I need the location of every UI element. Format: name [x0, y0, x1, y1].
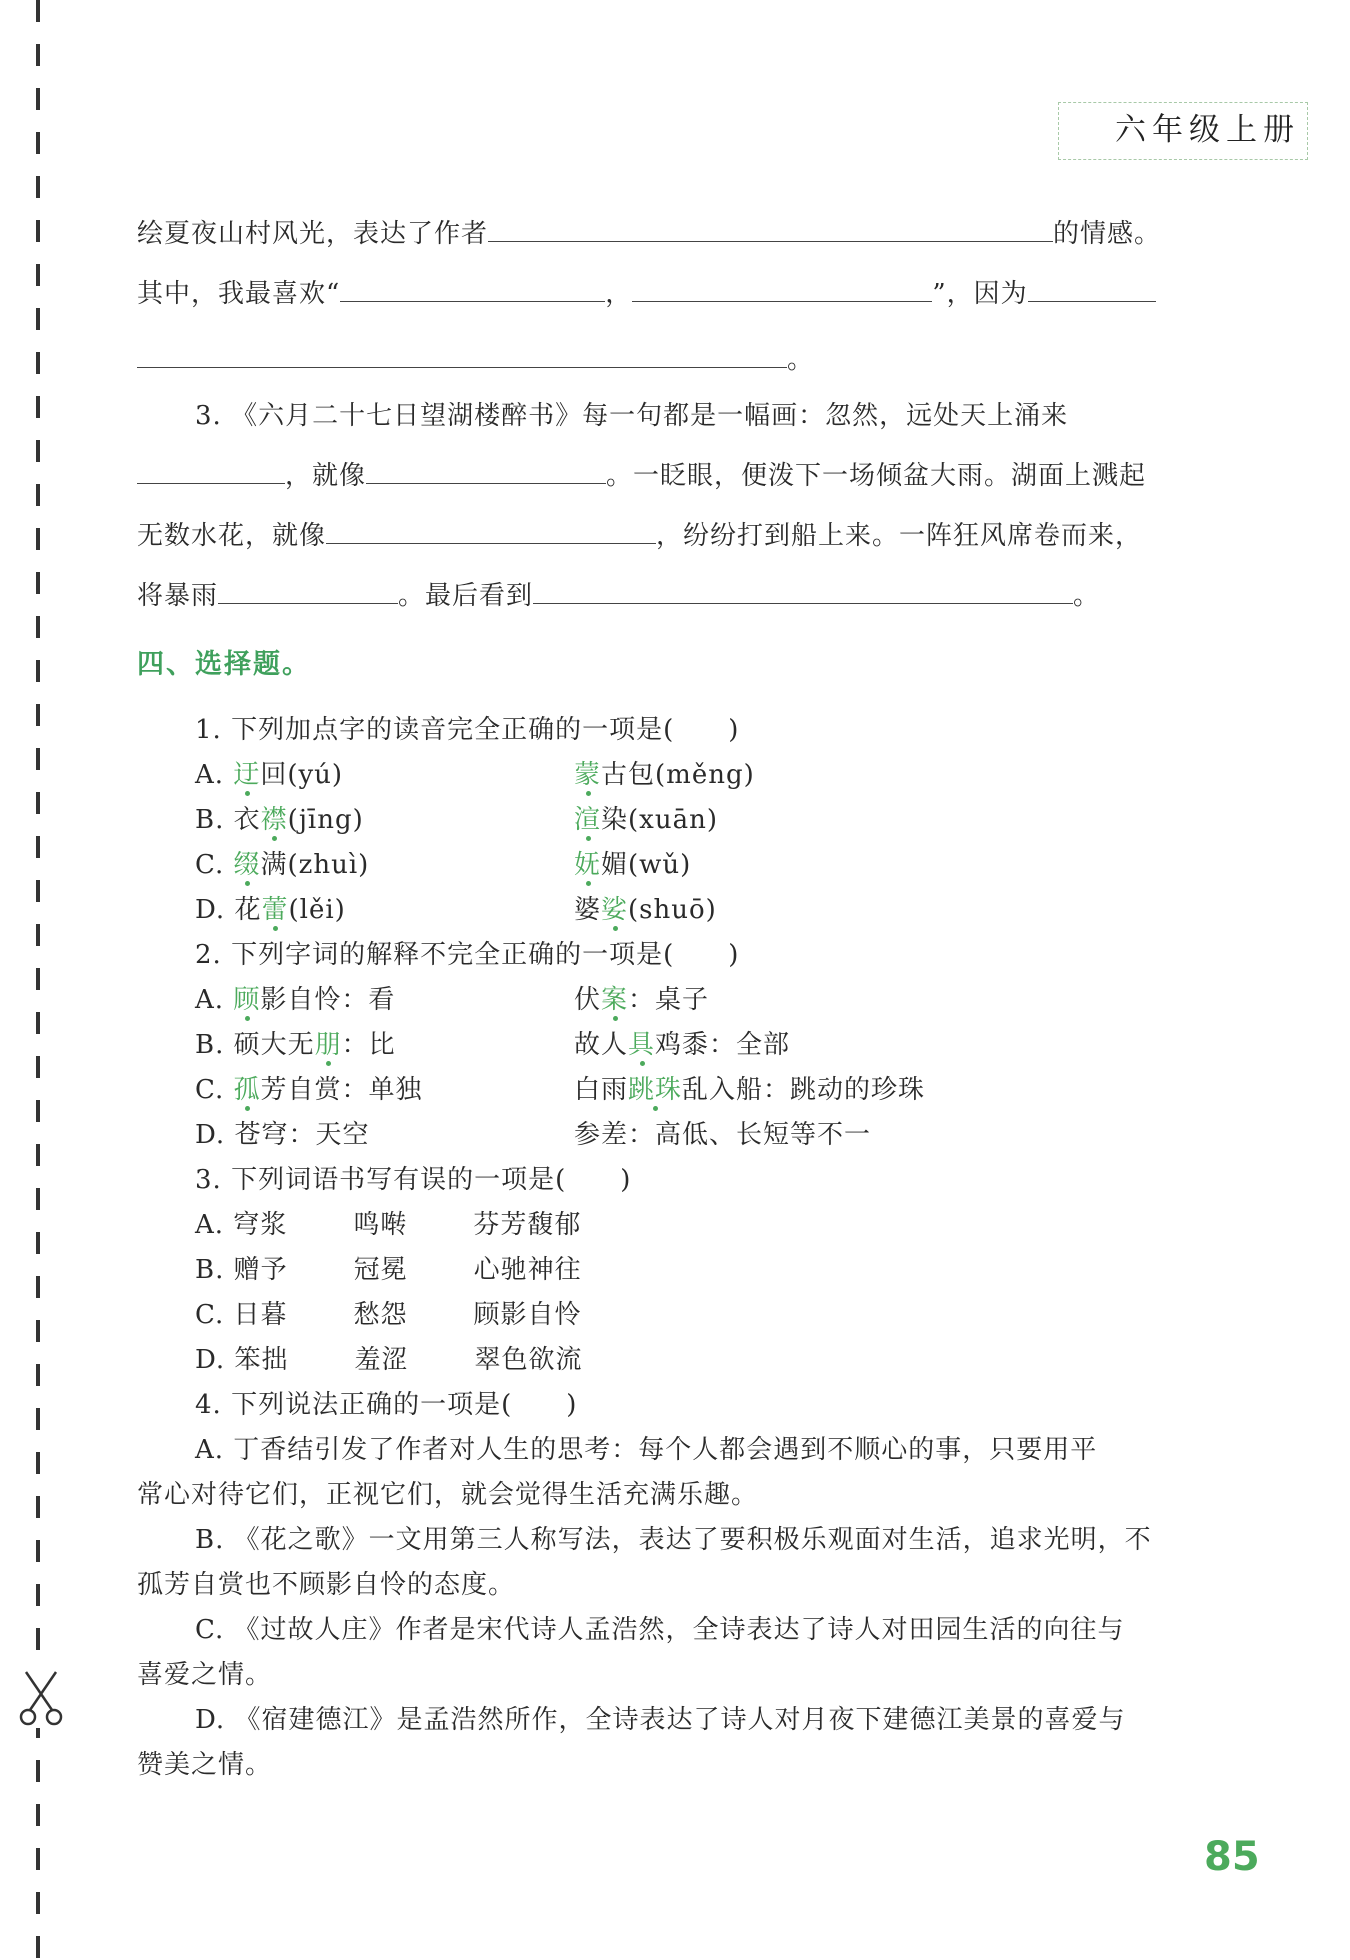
section-title: 四、选择题。	[137, 649, 311, 680]
q3-option-c	[195, 1295, 582, 1335]
q2-stem: 2. 下列字词的解释不完全正确的一项是( )	[195, 940, 740, 970]
q4-option-a-line2: 常心对待它们，正视它们，就会觉得生活充满乐趣。	[137, 1480, 759, 1510]
q1-option-b-right	[574, 800, 718, 840]
option-word: 赠予	[233, 1255, 288, 1285]
option-text: 参差：高低、长短等不一	[574, 1120, 872, 1150]
option-label: A.	[195, 760, 225, 790]
option-text: 芳自赏：单独	[260, 1075, 423, 1105]
option-word: 鸣啭	[353, 1210, 408, 1240]
option-label: A.	[195, 1210, 225, 1240]
q1-option-a-right	[574, 755, 755, 795]
option-word: 翠色欲流	[474, 1345, 583, 1375]
q1-option-a-left	[195, 755, 343, 795]
q4-stem: 4. 下列说法正确的一项是( )	[195, 1390, 578, 1420]
q2-option-b-right	[574, 1025, 790, 1065]
option-text: 媚(wǔ)	[601, 850, 692, 880]
dotted-char: 迂	[233, 760, 261, 790]
dotted-char: 蕾	[261, 895, 289, 925]
option-text: 伏	[574, 985, 602, 1015]
answer-blank[interactable]	[1028, 275, 1156, 302]
option-text: ：比	[341, 1030, 396, 1060]
option-label: C.	[195, 850, 225, 880]
option-label: A.	[195, 985, 225, 1015]
answer-blank[interactable]	[366, 457, 606, 484]
option-word: 羞涩	[354, 1345, 409, 1375]
line-text: 。	[787, 345, 815, 375]
line-text: ”，因为	[932, 279, 1028, 309]
q2-option-a-right	[574, 980, 709, 1020]
q4-option-c-line2: 喜爱之情。	[137, 1660, 273, 1690]
line-text: 无数水花，就像	[137, 521, 327, 551]
line-text: ，就像	[285, 461, 367, 491]
q4-option-d-line1: D. 《宿建德江》是孟浩然所作，全诗表达了诗人对月夜下建德江美景的喜爱与	[195, 1705, 1126, 1735]
q3-option-a	[195, 1205, 581, 1245]
answer-blank[interactable]	[632, 275, 932, 302]
option-text: 故人	[574, 1030, 629, 1060]
fill-line-3	[137, 340, 814, 380]
option-label: B.	[195, 805, 225, 835]
option-text: 婆	[574, 895, 602, 925]
option-label: C.	[195, 1075, 225, 1105]
option-word: 日暮	[233, 1300, 288, 1330]
q3-line-4	[137, 576, 1100, 616]
option-text: 回(yú)	[260, 760, 344, 790]
answer-blank[interactable]	[137, 457, 285, 484]
q1-option-c-left	[195, 845, 369, 885]
answer-blank[interactable]	[326, 517, 656, 544]
dotted-char: 蒙	[574, 760, 602, 790]
q2-option-c-right	[574, 1070, 925, 1110]
option-word: 穹浆	[233, 1210, 288, 1240]
q2-option-d-right	[574, 1115, 871, 1155]
line-text: ，	[605, 279, 633, 309]
dotted-char: 顾	[233, 985, 261, 1015]
dotted-char: 缀	[233, 850, 261, 880]
option-word: 心驰神往	[473, 1255, 582, 1285]
answer-blank[interactable]	[218, 577, 398, 604]
option-word: 笨拙	[234, 1345, 289, 1375]
option-text: ：桌子	[628, 985, 710, 1015]
q1-stem: 1. 下列加点字的读音完全正确的一项是( )	[195, 715, 740, 745]
dotted-char: 跳珠	[628, 1075, 683, 1105]
fill-line-2	[137, 274, 1156, 314]
answer-blank[interactable]	[488, 215, 1053, 242]
option-text: 鸡黍：全部	[655, 1030, 791, 1060]
option-text: 花	[234, 895, 262, 925]
q2-option-b-left	[195, 1025, 396, 1065]
line-text: 将暴雨	[137, 581, 219, 611]
q3-line-1: 3. 《六月二十七日望湖楼醉书》每一句都是一幅画：忽然，远处天上涌来	[195, 401, 1069, 431]
dotted-char: 案	[601, 985, 629, 1015]
q4-option-a-line1: A. 丁香结引发了作者对人生的思考：每个人都会遇到不顺心的事，只要用平	[195, 1435, 1098, 1465]
dotted-char: 朋	[314, 1030, 342, 1060]
option-label: C.	[195, 1300, 225, 1330]
option-text: 影自怜：看	[260, 985, 396, 1015]
q1-option-c-right	[574, 845, 691, 885]
answer-blank[interactable]	[533, 577, 1073, 604]
line-text: 。最后看到	[398, 581, 534, 611]
q1-option-b-left	[195, 800, 364, 840]
answer-blank[interactable]	[340, 275, 605, 302]
q2-option-d-left	[195, 1115, 369, 1155]
option-word: 顾影自怜	[473, 1300, 582, 1330]
dotted-char: 妩	[574, 850, 602, 880]
line-text: 绘夏夜山村风光，表达了作者	[137, 219, 489, 249]
page-number: 85	[1204, 1834, 1260, 1880]
option-word: 愁怨	[353, 1300, 408, 1330]
line-text: 的情感。	[1053, 219, 1162, 249]
option-text: 苍穹：天空	[234, 1120, 370, 1150]
option-label: D.	[195, 1120, 226, 1150]
q3-line-2	[137, 456, 1146, 496]
dotted-char: 渲	[574, 805, 602, 835]
q1-option-d-left	[195, 890, 346, 930]
option-text: 白雨	[574, 1075, 629, 1105]
option-text: 染(xuān)	[601, 805, 718, 835]
q1-option-d-right	[574, 890, 717, 930]
q4-option-c-line1: C. 《过故人庄》作者是宋代诗人孟浩然，全诗表达了诗人对田园生活的向往与	[195, 1615, 1125, 1645]
option-text: 古包(měng)	[601, 760, 755, 790]
option-label: D.	[195, 1345, 226, 1375]
dotted-char: 具	[628, 1030, 656, 1060]
option-label: B.	[195, 1255, 225, 1285]
option-text: (shuō)	[628, 895, 717, 925]
scissors-icon	[18, 1670, 64, 1728]
fill-line-1	[137, 214, 1161, 254]
line-text: 。	[1073, 581, 1101, 611]
q3-option-d	[195, 1340, 582, 1380]
q4-option-b-line1: B. 《花之歌》一文用第三人称写法，表达了要积极乐观面对生活，追求光明，不	[195, 1525, 1152, 1555]
line-text: 。一眨眼，便泼下一场倾盆大雨。湖面上溅起	[606, 461, 1147, 491]
grade-title: 六年级上册	[1115, 112, 1300, 148]
option-text: 乱入船：跳动的珍珠	[682, 1075, 926, 1105]
q4-option-d-line2: 赞美之情。	[137, 1750, 273, 1780]
q3-stem: 3. 下列词语书写有误的一项是( )	[195, 1165, 632, 1195]
option-label: B.	[195, 1030, 225, 1060]
cut-line	[36, 0, 40, 1960]
line-text: ，纷纷打到船上来。一阵狂风席卷而来，	[656, 521, 1143, 551]
option-text: 衣	[233, 805, 261, 835]
dotted-char: 襟	[260, 805, 288, 835]
dotted-char: 娑	[601, 895, 629, 925]
line-text: 其中，我最喜欢“	[137, 279, 341, 309]
q4-option-b-line2: 孤芳自赏也不顾影自怜的态度。	[137, 1570, 516, 1600]
q2-option-c-left	[195, 1070, 423, 1110]
option-label: D.	[195, 895, 226, 925]
answer-blank[interactable]	[137, 341, 787, 368]
q2-option-a-left	[195, 980, 395, 1020]
dotted-char: 孤	[233, 1075, 261, 1105]
option-text: (jīng)	[287, 805, 364, 835]
option-text: 满(zhuì)	[260, 850, 370, 880]
option-text: (lěi)	[288, 895, 346, 925]
option-word: 芬芳馥郁	[473, 1210, 582, 1240]
option-word: 冠冕	[353, 1255, 408, 1285]
q3-line-3	[137, 516, 1142, 556]
option-text: 硕大无	[233, 1030, 315, 1060]
q3-option-b	[195, 1250, 582, 1290]
